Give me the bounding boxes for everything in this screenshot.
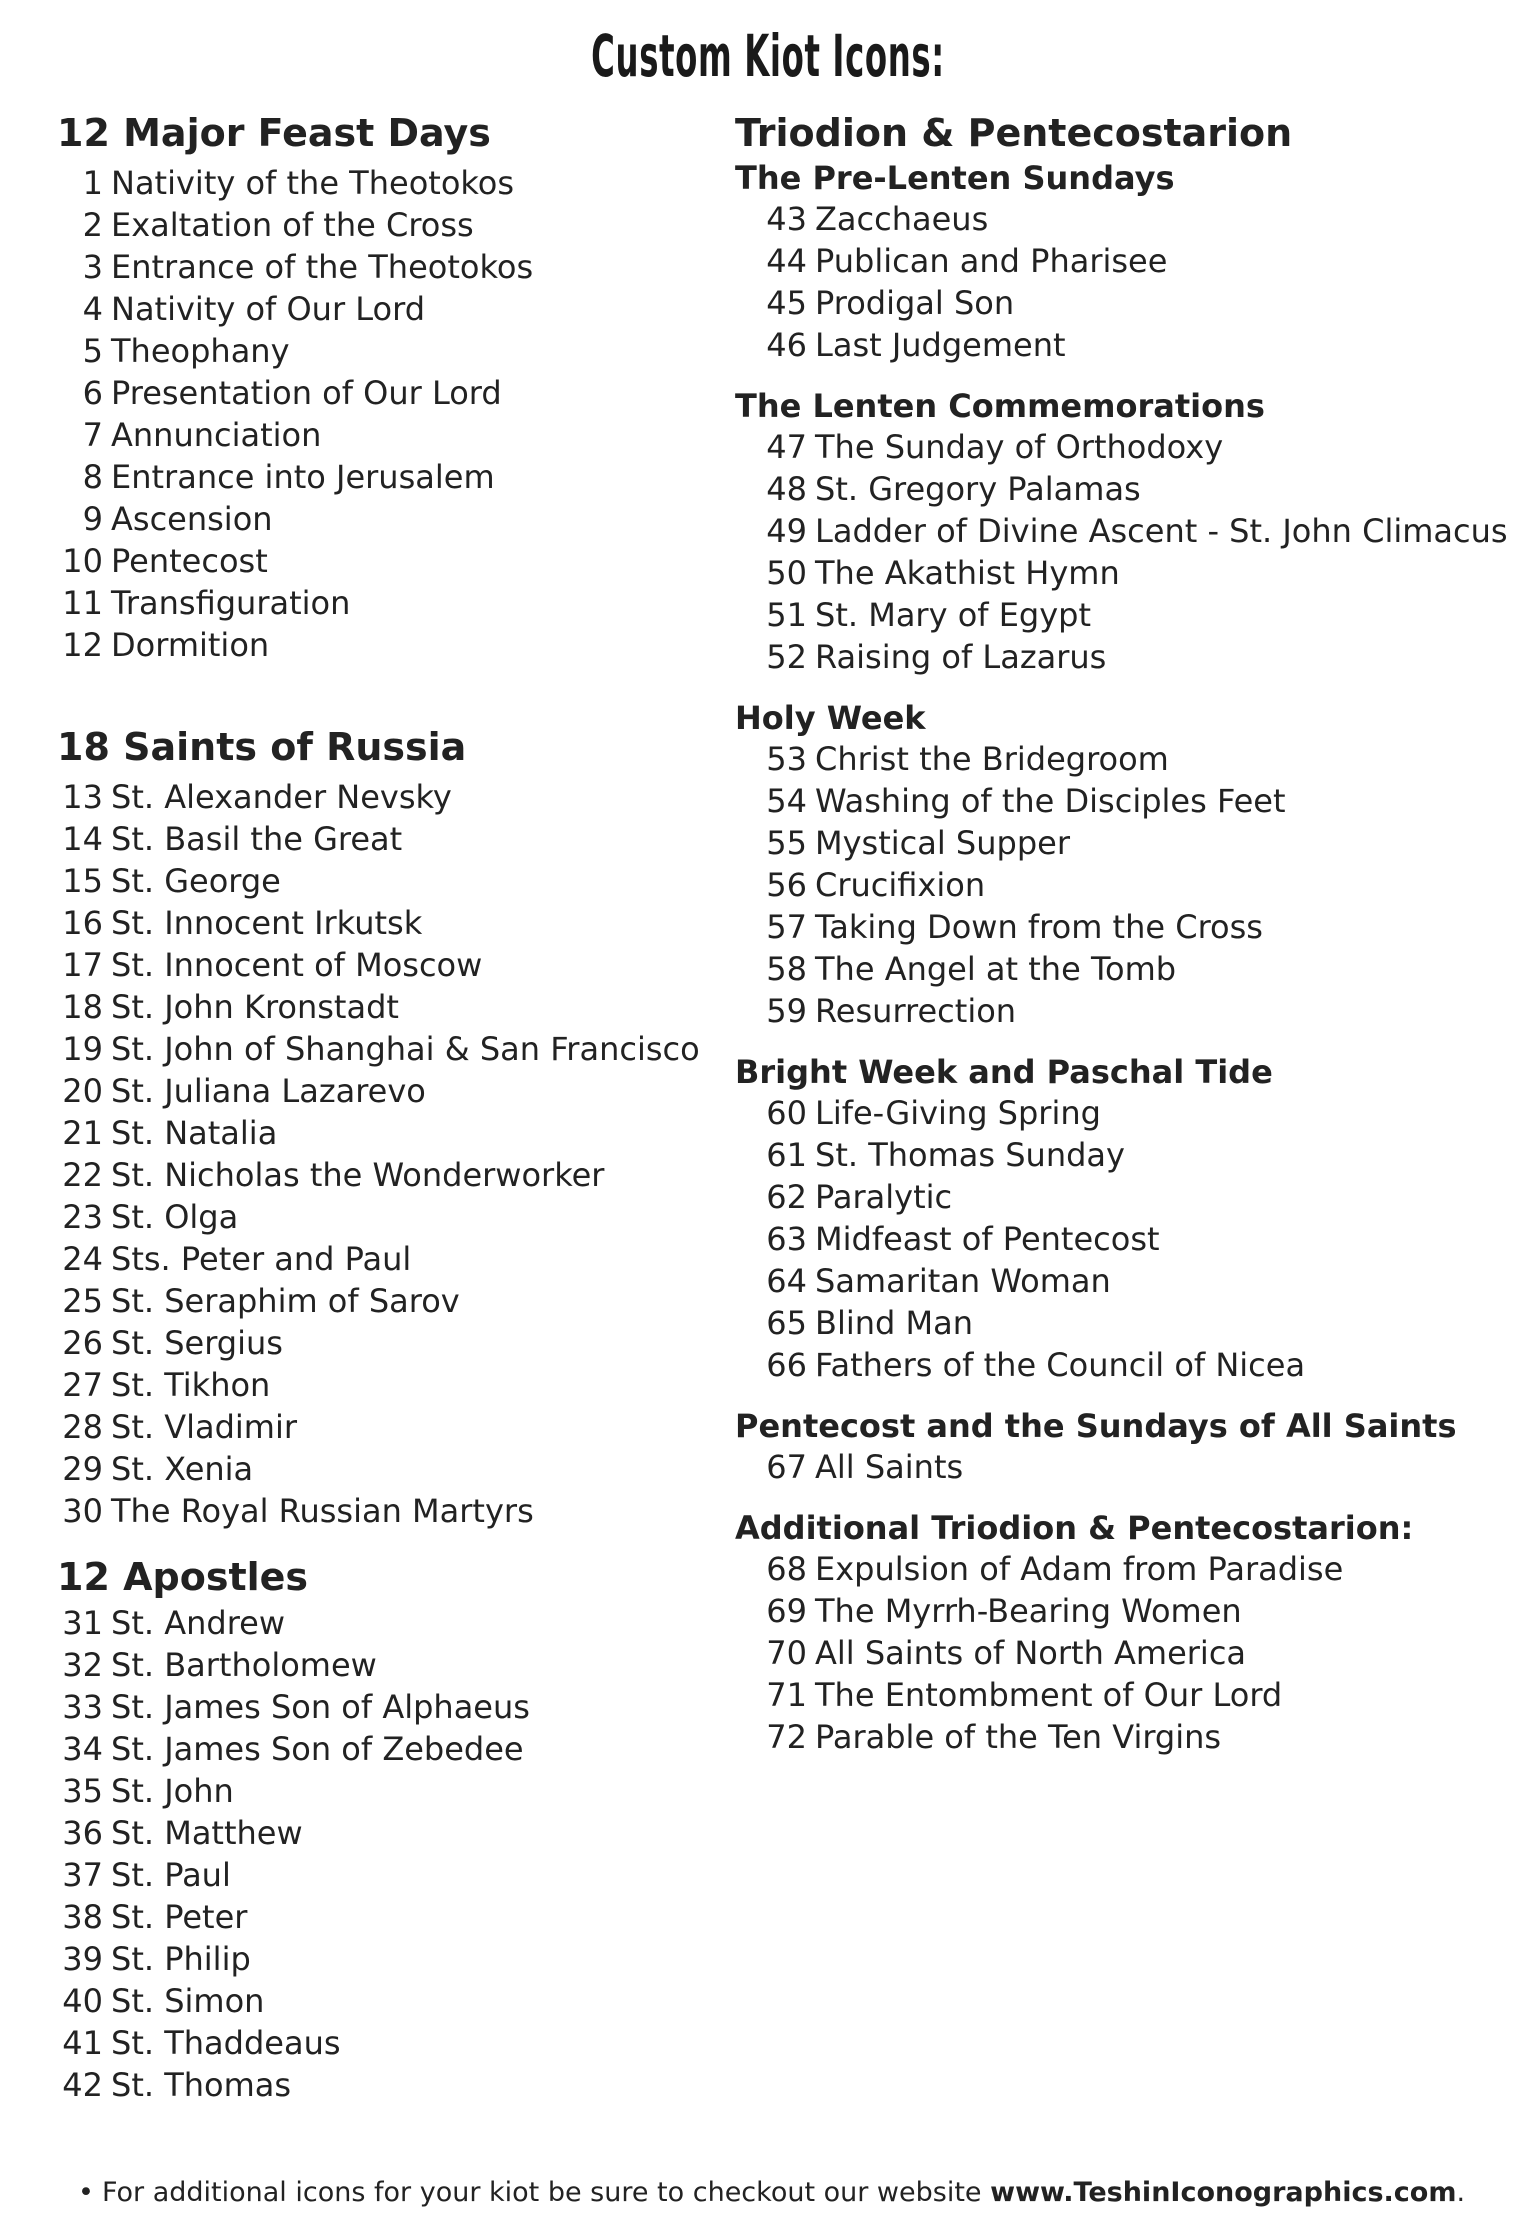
list-item xyxy=(57,1070,717,1112)
item-name: Entrance into Jerusalem xyxy=(111,458,495,496)
group-bright-week xyxy=(735,1052,1525,1386)
item-number: 37 xyxy=(62,1856,103,1894)
group-pre-lenten-sundays xyxy=(735,158,1525,366)
item-number: 20 xyxy=(62,1072,103,1110)
list-item xyxy=(735,1446,1525,1488)
item-number: 30 xyxy=(62,1492,103,1530)
list-item xyxy=(57,902,717,944)
item-number: 27 xyxy=(62,1366,103,1404)
item-name: All Saints of North America xyxy=(815,1634,1247,1672)
list-item xyxy=(57,582,717,624)
item-name: Pentecost xyxy=(111,542,268,580)
item-name: Entrance of the Theotokos xyxy=(111,248,534,286)
item-number: 69 xyxy=(766,1592,807,1630)
item-name: Mystical Supper xyxy=(815,824,1070,862)
item-name: St. Paul xyxy=(111,1856,231,1894)
right-column xyxy=(735,108,1525,1758)
item-number: 42 xyxy=(62,2066,103,2104)
item-number: 32 xyxy=(62,1646,103,1684)
list-item xyxy=(57,330,717,372)
item-name: The Royal Russian Martyrs xyxy=(111,1492,534,1530)
item-name: St. Olga xyxy=(111,1198,239,1236)
list-item xyxy=(57,1812,717,1854)
section-heading: Triodion & Pentecostarion xyxy=(735,111,1293,155)
item-number: 29 xyxy=(62,1450,103,1488)
list-item xyxy=(57,1154,717,1196)
item-name: St. James Son of Zebedee xyxy=(111,1730,524,1768)
item-number: 65 xyxy=(766,1304,807,1342)
icon-list xyxy=(735,1092,1525,1386)
list-item xyxy=(57,1686,717,1728)
section-saints-of-russia xyxy=(57,722,717,1532)
item-number: 44 xyxy=(766,242,807,280)
item-name: Taking Down from the Cross xyxy=(815,908,1263,946)
item-name: Exaltation of the Cross xyxy=(111,206,474,244)
item-number: 1 xyxy=(82,164,103,202)
item-name: Sts. Peter and Paul xyxy=(111,1240,412,1278)
item-name: St. John xyxy=(111,1772,234,1810)
item-number: 39 xyxy=(62,1940,103,1978)
left-column xyxy=(57,108,717,2106)
item-name: St. Philip xyxy=(111,1940,251,1978)
item-number: 50 xyxy=(766,554,807,592)
item-name: Washing of the Disciples Feet xyxy=(815,782,1286,820)
list-item xyxy=(735,1176,1525,1218)
group-pentecost-all-saints xyxy=(735,1406,1525,1488)
icon-list xyxy=(735,1548,1525,1758)
list-item xyxy=(735,1674,1525,1716)
list-item xyxy=(57,1028,717,1070)
item-name: Life-Giving Spring xyxy=(815,1094,1101,1132)
item-number: 7 xyxy=(82,416,103,454)
item-name: St. George xyxy=(111,862,281,900)
item-name: St. John Kronstadt xyxy=(111,988,399,1026)
item-number: 13 xyxy=(62,778,103,816)
item-number: 52 xyxy=(766,638,807,676)
item-name: St. Juliana Lazarevo xyxy=(111,1072,426,1110)
list-item xyxy=(57,372,717,414)
list-item xyxy=(57,1196,717,1238)
item-name: Expulsion of Adam from Paradise xyxy=(815,1550,1344,1588)
item-number: 58 xyxy=(766,950,807,988)
item-name: Christ the Bridegroom xyxy=(815,740,1169,778)
item-name: Publican and Pharisee xyxy=(815,242,1168,280)
list-item xyxy=(735,822,1525,864)
list-item xyxy=(57,1938,717,1980)
section-major-feast-days xyxy=(57,108,717,666)
list-item xyxy=(57,776,717,818)
list-item xyxy=(735,1344,1525,1386)
list-item xyxy=(57,1896,717,1938)
list-item xyxy=(735,1134,1525,1176)
item-name: Transfiguration xyxy=(111,584,351,622)
item-name: St. Simon xyxy=(111,1982,265,2020)
list-item xyxy=(735,1716,1525,1758)
item-number: 71 xyxy=(766,1676,807,1714)
list-item xyxy=(735,324,1525,366)
footer-note xyxy=(78,2176,1518,2210)
item-name: Midfeast of Pentecost xyxy=(815,1220,1160,1258)
item-number: 43 xyxy=(766,200,807,238)
item-name: Zacchaeus xyxy=(815,200,989,238)
item-name: St. James Son of Alphaeus xyxy=(111,1688,530,1726)
list-item xyxy=(57,2022,717,2064)
list-item xyxy=(57,288,717,330)
group-subheading: Bright Week and Paschal Tide xyxy=(735,1053,1273,1091)
item-number: 70 xyxy=(766,1634,807,1672)
item-name: Ladder of Divine Ascent - St. John Climacus xyxy=(815,512,1508,550)
item-number: 9 xyxy=(82,500,103,538)
list-item xyxy=(57,624,717,666)
section-apostles xyxy=(57,1552,717,2106)
item-number: 21 xyxy=(62,1114,103,1152)
footer-text: For additional icons for your kiot be sure to checkout our website xyxy=(101,2177,982,2208)
item-number: 47 xyxy=(766,428,807,466)
list-item xyxy=(57,540,717,582)
list-item xyxy=(735,1218,1525,1260)
list-item xyxy=(735,906,1525,948)
item-number: 17 xyxy=(62,946,103,984)
list-item xyxy=(735,240,1525,282)
icon-list xyxy=(57,1602,717,2106)
group-subheading: Holy Week xyxy=(735,699,926,737)
website-link[interactable]: www.TeshinIconographics.com xyxy=(990,2177,1457,2208)
list-item xyxy=(735,864,1525,906)
group-holy-week xyxy=(735,698,1525,1032)
item-number: 67 xyxy=(766,1448,807,1486)
item-number: 4 xyxy=(82,290,103,328)
list-item xyxy=(57,162,717,204)
item-number: 55 xyxy=(766,824,807,862)
item-number: 24 xyxy=(62,1240,103,1278)
list-item xyxy=(57,2064,717,2106)
item-name: The Akathist Hymn xyxy=(815,554,1120,592)
item-number: 62 xyxy=(766,1178,807,1216)
item-number: 36 xyxy=(62,1814,103,1852)
list-item xyxy=(57,1322,717,1364)
item-name: St. Seraphim of Sarov xyxy=(111,1282,460,1320)
section-heading: 12 Apostles xyxy=(57,1555,309,1599)
item-name: The Entombment of Our Lord xyxy=(815,1676,1283,1714)
item-name: St. Basil the Great xyxy=(111,820,403,858)
footer-period: . xyxy=(1456,2177,1466,2208)
list-item xyxy=(57,1854,717,1896)
item-name: St. Thomas xyxy=(111,2066,292,2104)
list-item xyxy=(735,948,1525,990)
item-number: 6 xyxy=(82,374,103,412)
item-name: St. Tikhon xyxy=(111,1366,271,1404)
item-name: Prodigal Son xyxy=(815,284,1015,322)
icon-list xyxy=(57,776,717,1532)
icon-list xyxy=(735,198,1525,366)
item-number: 28 xyxy=(62,1408,103,1446)
item-name: Annunciation xyxy=(111,416,322,454)
list-item xyxy=(735,552,1525,594)
item-name: The Angel at the Tomb xyxy=(815,950,1177,988)
list-item xyxy=(57,986,717,1028)
group-lenten-commemorations xyxy=(735,386,1525,678)
list-item xyxy=(57,414,717,456)
list-item xyxy=(57,1112,717,1154)
list-item xyxy=(735,1092,1525,1134)
list-item xyxy=(57,1448,717,1490)
icon-list xyxy=(735,1446,1525,1488)
group-subheading: Additional Triodion & Pentecostarion: xyxy=(735,1509,1414,1547)
list-item xyxy=(735,738,1525,780)
item-number: 26 xyxy=(62,1324,103,1362)
list-item xyxy=(735,1590,1525,1632)
list-item xyxy=(57,204,717,246)
item-number: 19 xyxy=(62,1030,103,1068)
list-item xyxy=(57,498,717,540)
item-number: 63 xyxy=(766,1220,807,1258)
item-number: 2 xyxy=(82,206,103,244)
item-name: St. Thomas Sunday xyxy=(815,1136,1125,1174)
icon-list xyxy=(57,162,717,666)
item-name: St. Innocent Irkutsk xyxy=(111,904,423,942)
list-item xyxy=(735,1260,1525,1302)
list-item xyxy=(735,426,1525,468)
item-name: St. Peter xyxy=(111,1898,248,1936)
item-number: 40 xyxy=(62,1982,103,2020)
item-number: 16 xyxy=(62,904,103,942)
list-item xyxy=(57,944,717,986)
item-number: 34 xyxy=(62,1730,103,1768)
item-name: St. Mary of Egypt xyxy=(815,596,1092,634)
item-number: 22 xyxy=(62,1156,103,1194)
item-name: All Saints xyxy=(815,1448,964,1486)
item-name: St. Bartholomew xyxy=(111,1646,377,1684)
list-item xyxy=(57,456,717,498)
list-item xyxy=(57,1490,717,1532)
item-name: Samaritan Woman xyxy=(815,1262,1111,1300)
item-number: 41 xyxy=(62,2024,103,2062)
list-item xyxy=(735,990,1525,1032)
item-number: 38 xyxy=(62,1898,103,1936)
item-name: St. John of Shanghai & San Francisco xyxy=(111,1030,700,1068)
item-name: St. Andrew xyxy=(111,1604,285,1642)
group-additional xyxy=(735,1508,1525,1758)
list-item xyxy=(57,1364,717,1406)
item-name: St. Gregory Palamas xyxy=(815,470,1141,508)
item-number: 64 xyxy=(766,1262,807,1300)
list-item xyxy=(57,1238,717,1280)
section-heading: 12 Major Feast Days xyxy=(57,111,491,155)
item-number: 49 xyxy=(766,512,807,550)
item-name: Presentation of Our Lord xyxy=(111,374,502,412)
item-name: St. Sergius xyxy=(111,1324,283,1362)
group-subheading: Pentecost and the Sundays of All Saints xyxy=(735,1407,1457,1445)
list-item xyxy=(735,780,1525,822)
item-name: Fathers of the Council of Nicea xyxy=(815,1346,1306,1384)
item-name: Paralytic xyxy=(815,1178,953,1216)
item-name: The Myrrh-Bearing Women xyxy=(815,1592,1242,1630)
page-title: Custom Kiot Icons: xyxy=(591,22,945,90)
item-name: Raising of Lazarus xyxy=(815,638,1107,676)
item-number: 57 xyxy=(766,908,807,946)
item-number: 45 xyxy=(766,284,807,322)
item-number: 66 xyxy=(766,1346,807,1384)
item-name: St. Innocent of Moscow xyxy=(111,946,483,984)
list-item xyxy=(735,198,1525,240)
item-number: 18 xyxy=(62,988,103,1026)
list-item xyxy=(57,1644,717,1686)
item-number: 8 xyxy=(82,458,103,496)
item-number: 48 xyxy=(766,470,807,508)
item-name: St. Nicholas the Wonderworker xyxy=(111,1156,605,1194)
item-name: St. Thaddeaus xyxy=(111,2024,341,2062)
section-heading: 18 Saints of Russia xyxy=(57,725,467,769)
item-number: 14 xyxy=(62,820,103,858)
item-number: 11 xyxy=(62,584,103,622)
item-number: 25 xyxy=(62,1282,103,1320)
group-subheading: The Pre-Lenten Sundays xyxy=(735,159,1175,197)
item-name: Nativity of the Theotokos xyxy=(111,164,515,202)
list-item xyxy=(57,246,717,288)
item-number: 15 xyxy=(62,862,103,900)
list-item xyxy=(735,594,1525,636)
item-number: 10 xyxy=(62,542,103,580)
list-item xyxy=(735,1548,1525,1590)
item-name: Dormition xyxy=(111,626,270,664)
list-item xyxy=(735,636,1525,678)
item-number: 3 xyxy=(82,248,103,286)
item-name: Blind Man xyxy=(815,1304,973,1342)
item-name: St. Alexander Nevsky xyxy=(111,778,452,816)
item-number: 60 xyxy=(766,1094,807,1132)
item-name: St. Vladimir xyxy=(111,1408,298,1446)
item-name: Crucifixion xyxy=(815,866,986,904)
item-name: Ascension xyxy=(111,500,273,538)
icon-list xyxy=(735,738,1525,1032)
list-item xyxy=(735,1302,1525,1344)
list-item xyxy=(57,1602,717,1644)
item-name: St. Matthew xyxy=(111,1814,303,1852)
item-number: 31 xyxy=(62,1604,103,1642)
item-number: 35 xyxy=(62,1772,103,1810)
list-item xyxy=(57,1728,717,1770)
item-name: Theophany xyxy=(111,332,290,370)
item-number: 59 xyxy=(766,992,807,1030)
item-number: 12 xyxy=(62,626,103,664)
item-number: 33 xyxy=(62,1688,103,1726)
item-number: 53 xyxy=(766,740,807,778)
item-number: 56 xyxy=(766,866,807,904)
list-item xyxy=(57,1770,717,1812)
item-name: The Sunday of Orthodoxy xyxy=(815,428,1224,466)
icon-list xyxy=(735,426,1525,678)
bullet-icon: • xyxy=(78,2177,94,2208)
list-item xyxy=(57,1980,717,2022)
list-item xyxy=(57,1406,717,1448)
item-number: 68 xyxy=(766,1550,807,1588)
item-name: St. Natalia xyxy=(111,1114,278,1152)
item-number: 46 xyxy=(766,326,807,364)
item-name: Last Judgement xyxy=(815,326,1066,364)
list-item xyxy=(735,282,1525,324)
item-name: Resurrection xyxy=(815,992,1017,1030)
item-name: Nativity of Our Lord xyxy=(111,290,426,328)
list-item xyxy=(57,860,717,902)
list-item xyxy=(735,1632,1525,1674)
item-number: 61 xyxy=(766,1136,807,1174)
list-item xyxy=(57,818,717,860)
item-name: St. Xenia xyxy=(111,1450,254,1488)
item-number: 51 xyxy=(766,596,807,634)
item-number: 5 xyxy=(82,332,103,370)
item-number: 23 xyxy=(62,1198,103,1236)
list-item xyxy=(57,1280,717,1322)
list-item xyxy=(735,510,1525,552)
item-number: 54 xyxy=(766,782,807,820)
list-item xyxy=(735,468,1525,510)
item-name: Parable of the Ten Virgins xyxy=(815,1718,1222,1756)
item-number: 72 xyxy=(766,1718,807,1756)
group-subheading: The Lenten Commemorations xyxy=(735,387,1265,425)
